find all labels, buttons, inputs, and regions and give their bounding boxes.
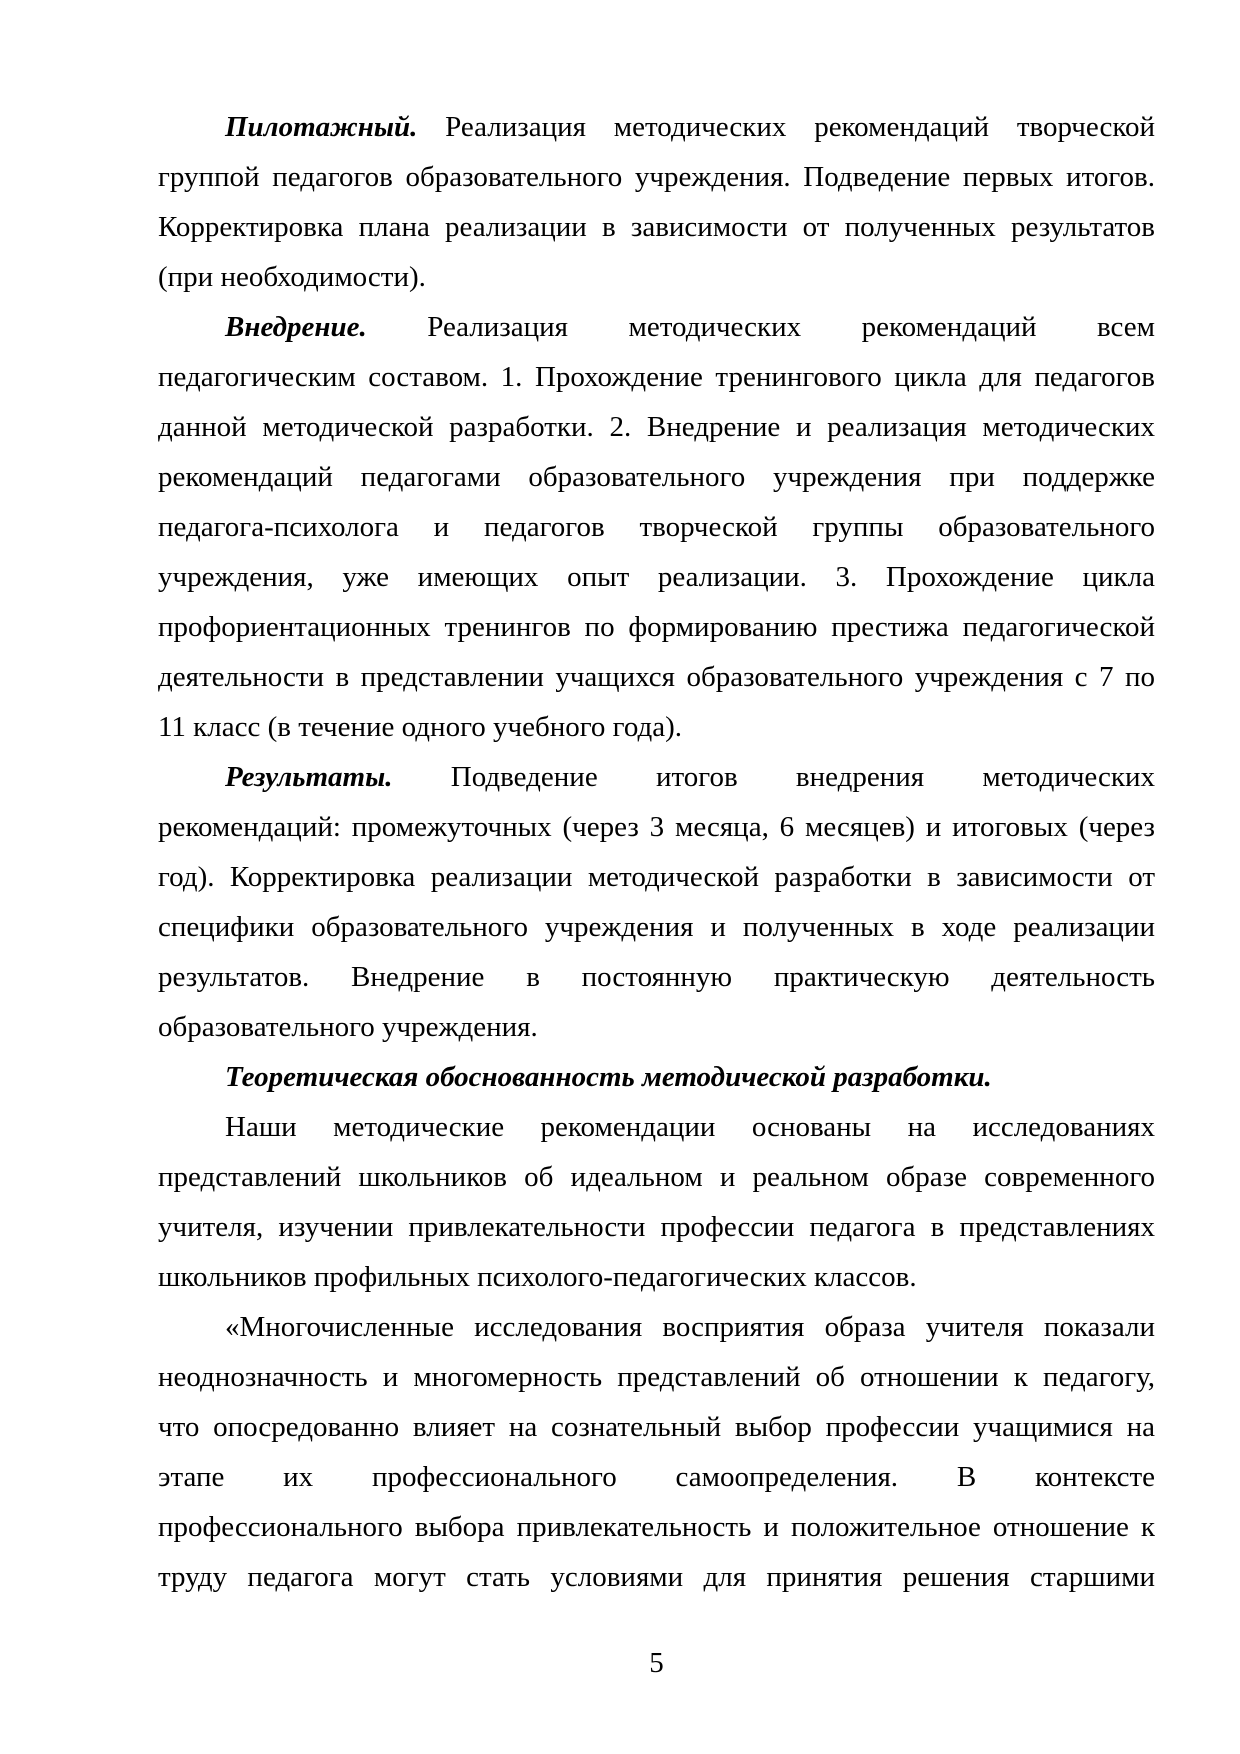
- text-line: [158, 1052, 1155, 1102]
- text-line: [158, 752, 1155, 802]
- text-run: год). Корректировка реализации методической разработки в зависимости от: [158, 861, 1155, 893]
- text-run: представлений школьников об идеальном и реальном образе современного: [158, 1161, 1155, 1193]
- text-run: Корректировка плана реализации в зависимости от полученных результатов: [158, 211, 1155, 243]
- text-line: [158, 1502, 1155, 1552]
- text-line: [158, 1102, 1155, 1152]
- text-run: рекомендаций педагогами образовательного учреждения при поддержке: [158, 461, 1155, 493]
- text-line: [158, 252, 1155, 302]
- text-run: учителя, изучении привлекательности профессии педагога в представлениях: [158, 1211, 1155, 1243]
- text-run: профориентационных тренингов по формированию престижа педагогической: [158, 611, 1155, 643]
- text-line: [158, 1202, 1155, 1252]
- text-line: [158, 652, 1155, 702]
- text-line: [158, 852, 1155, 902]
- text-run: группой педагогов образовательного учреждения. Подведение первых итогов.: [158, 161, 1155, 193]
- text-run: неоднозначность и многомерность представлений об отношении к педагогу,: [158, 1361, 1155, 1393]
- text-run: педагога-психолога и педагогов творческой группы образовательного: [158, 511, 1155, 543]
- bold-italic-run: Внедрение.: [225, 311, 367, 343]
- text-run: «Многочисленные исследования восприятия образа учителя показали: [225, 1311, 1155, 1343]
- page-footer: [158, 1638, 1155, 1688]
- page-number: 5: [649, 1647, 664, 1679]
- text-run: Реализация методических рекомендаций всем: [366, 311, 1155, 343]
- text-line: [158, 302, 1155, 352]
- bold-italic-run: Результаты.: [225, 761, 393, 793]
- text-line: [158, 402, 1155, 452]
- text-run: Подведение итогов внедрения методических: [392, 761, 1155, 793]
- text-line: [158, 1402, 1155, 1452]
- text-run: рекомендаций: промежуточных (через 3 месяца, 6 месяцев) и итоговых (через: [158, 811, 1155, 843]
- text-run: профессионального выбора привлекательность и положительное отношение к: [158, 1511, 1155, 1543]
- text-run: этапе их профессионального самоопределения. В контексте: [158, 1461, 1155, 1493]
- text-line: [158, 1452, 1155, 1502]
- text-run: Наши методические рекомендации основаны на исследованиях: [225, 1111, 1155, 1143]
- text-line: [158, 202, 1155, 252]
- text-line: [158, 1352, 1155, 1402]
- text-line: [158, 552, 1155, 602]
- text-run: образовательного учреждения.: [158, 1011, 538, 1043]
- text-line: [158, 902, 1155, 952]
- text-line: [158, 452, 1155, 502]
- text-line: [158, 352, 1155, 402]
- text-line: [158, 952, 1155, 1002]
- text-line: [158, 102, 1155, 152]
- text-run: деятельности в представлении учащихся образовательного учреждения с 7 по: [158, 661, 1155, 693]
- bold-italic-run: Теоретическая обоснованность методической разработки.: [225, 1061, 992, 1093]
- text-line: [158, 152, 1155, 202]
- document-body: [158, 102, 1155, 1602]
- text-line: [158, 502, 1155, 552]
- text-line: [158, 802, 1155, 852]
- text-line: [158, 1552, 1155, 1602]
- text-line: [158, 1302, 1155, 1352]
- text-run: (при необходимости).: [158, 261, 426, 293]
- text-run: что опосредованно влияет на сознательный выбор профессии учащимися на: [158, 1411, 1155, 1443]
- text-run: данной методической разработки. 2. Внедрение и реализация методических: [158, 411, 1155, 443]
- text-run: специфики образовательного учреждения и полученных в ходе реализации: [158, 911, 1155, 943]
- text-run: школьников профильных психолого-педагогических классов.: [158, 1261, 917, 1293]
- text-run: педагогическим составом. 1. Прохождение тренингового цикла для педагогов: [158, 361, 1155, 393]
- text-run: результатов. Внедрение в постоянную практическую деятельность: [158, 961, 1155, 993]
- text-run: Реализация методических рекомендаций творческой: [417, 111, 1155, 143]
- text-line: [158, 702, 1155, 752]
- text-line: [158, 1152, 1155, 1202]
- text-line: [158, 1002, 1155, 1052]
- text-run: учреждения, уже имеющих опыт реализации. 3. Прохождение цикла: [158, 561, 1155, 593]
- text-run: труду педагога могут стать условиями для принятия решения старшими: [158, 1561, 1155, 1593]
- text-line: [158, 1252, 1155, 1302]
- bold-italic-run: Пилотажный.: [225, 111, 418, 143]
- text-line: [158, 602, 1155, 652]
- text-run: 11 класс (в течение одного учебного года).: [158, 711, 683, 743]
